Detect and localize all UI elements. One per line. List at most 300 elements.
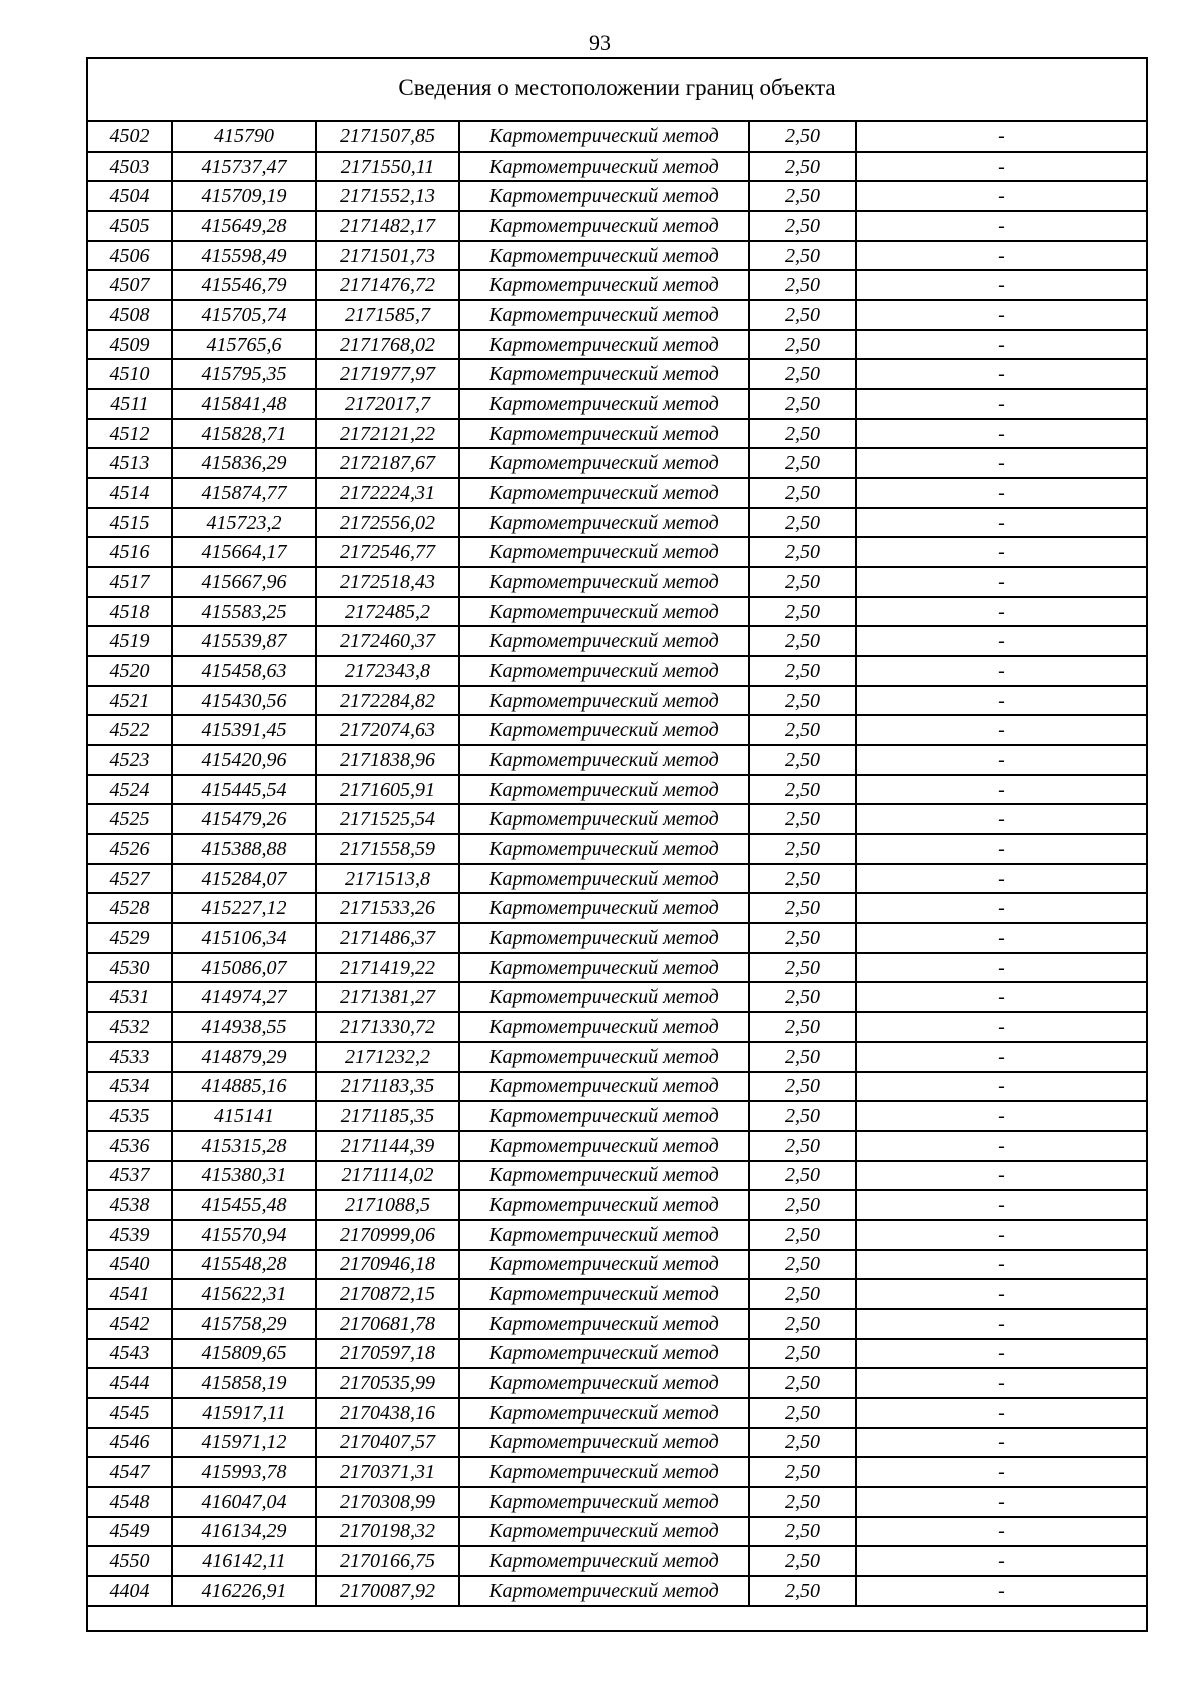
description-cell: - [856, 330, 1146, 360]
x-coordinate-cell: 415455,48 [172, 1190, 316, 1220]
x-coordinate-cell: 415315,28 [172, 1131, 316, 1161]
y-coordinate-cell: 2172074,63 [316, 715, 459, 745]
accuracy-cell: 2,50 [749, 834, 856, 864]
description-cell: - [856, 537, 1146, 567]
point-number-cell: 4502 [88, 122, 172, 152]
method-cell: Картометрический метод [459, 1042, 749, 1072]
table-row [88, 419, 1146, 449]
x-coordinate-cell: 415284,07 [172, 864, 316, 894]
x-coordinate-cell: 416226,91 [172, 1576, 316, 1606]
description-cell: - [856, 1309, 1146, 1339]
accuracy-cell: 2,50 [749, 1072, 856, 1102]
method-cell: Картометрический метод [459, 1398, 749, 1428]
point-number-cell: 4541 [88, 1279, 172, 1309]
description-cell: - [856, 715, 1146, 745]
accuracy-cell: 2,50 [749, 419, 856, 449]
description-cell: - [856, 389, 1146, 419]
x-coordinate-cell: 415836,29 [172, 448, 316, 478]
method-cell: Картометрический метод [459, 982, 749, 1012]
description-cell: - [856, 1368, 1146, 1398]
y-coordinate-cell: 2171486,37 [316, 923, 459, 953]
x-coordinate-cell: 415391,45 [172, 715, 316, 745]
y-coordinate-cell: 2171088,5 [316, 1190, 459, 1220]
accuracy-cell: 2,50 [749, 1398, 856, 1428]
method-cell: Картометрический метод [459, 241, 749, 271]
accuracy-cell: 2,50 [749, 1576, 856, 1606]
method-cell: Картометрический метод [459, 1012, 749, 1042]
point-number-cell: 4542 [88, 1309, 172, 1339]
method-cell: Картометрический метод [459, 419, 749, 449]
table-title: Сведения о местоположении границ объекта [88, 59, 1146, 122]
table-row [88, 1309, 1146, 1339]
point-number-cell: 4547 [88, 1457, 172, 1487]
accuracy-cell: 2,50 [749, 1517, 856, 1547]
table-row [88, 864, 1146, 894]
point-number-cell: 4543 [88, 1339, 172, 1369]
table-row [88, 626, 1146, 656]
x-coordinate-cell: 415809,65 [172, 1339, 316, 1369]
description-cell: - [856, 270, 1146, 300]
method-cell: Картометрический метод [459, 715, 749, 745]
accuracy-cell: 2,50 [749, 864, 856, 894]
y-coordinate-cell: 2170999,06 [316, 1220, 459, 1250]
y-coordinate-cell: 2172556,02 [316, 508, 459, 538]
description-cell: - [856, 686, 1146, 716]
y-coordinate-cell: 2172485,2 [316, 597, 459, 627]
point-number-cell: 4534 [88, 1072, 172, 1102]
accuracy-cell: 2,50 [749, 1220, 856, 1250]
x-coordinate-cell: 415841,48 [172, 389, 316, 419]
x-coordinate-cell: 416142,11 [172, 1546, 316, 1576]
point-number-cell: 4530 [88, 953, 172, 983]
table-row [88, 1161, 1146, 1191]
accuracy-cell: 2,50 [749, 715, 856, 745]
accuracy-cell: 2,50 [749, 1250, 856, 1280]
accuracy-cell: 2,50 [749, 1279, 856, 1309]
table-row [88, 1398, 1146, 1428]
y-coordinate-cell: 2171507,85 [316, 122, 459, 152]
y-coordinate-cell: 2171552,13 [316, 181, 459, 211]
point-number-cell: 4529 [88, 923, 172, 953]
description-cell: - [856, 152, 1146, 182]
y-coordinate-cell: 2170308,99 [316, 1487, 459, 1517]
point-number-cell: 4525 [88, 804, 172, 834]
accuracy-cell: 2,50 [749, 1309, 856, 1339]
y-coordinate-cell: 2171838,96 [316, 745, 459, 775]
method-cell: Картометрический метод [459, 923, 749, 953]
accuracy-cell: 2,50 [749, 923, 856, 953]
y-coordinate-cell: 2170535,99 [316, 1368, 459, 1398]
x-coordinate-cell: 415539,87 [172, 626, 316, 656]
x-coordinate-cell: 415828,71 [172, 419, 316, 449]
point-number-cell: 4515 [88, 508, 172, 538]
x-coordinate-cell: 415227,12 [172, 893, 316, 923]
accuracy-cell: 2,50 [749, 300, 856, 330]
table-row [88, 686, 1146, 716]
y-coordinate-cell: 2171558,59 [316, 834, 459, 864]
x-coordinate-cell: 415874,77 [172, 478, 316, 508]
accuracy-cell: 2,50 [749, 211, 856, 241]
table-row [88, 804, 1146, 834]
point-number-cell: 4538 [88, 1190, 172, 1220]
accuracy-cell: 2,50 [749, 241, 856, 271]
x-coordinate-cell: 415546,79 [172, 270, 316, 300]
table-row [88, 953, 1146, 983]
description-cell: - [856, 211, 1146, 241]
accuracy-cell: 2,50 [749, 804, 856, 834]
y-coordinate-cell: 2171550,11 [316, 152, 459, 182]
accuracy-cell: 2,50 [749, 1368, 856, 1398]
x-coordinate-cell: 415795,35 [172, 359, 316, 389]
x-coordinate-cell: 415086,07 [172, 953, 316, 983]
description-cell: - [856, 567, 1146, 597]
table-row [88, 508, 1146, 538]
y-coordinate-cell: 2172460,37 [316, 626, 459, 656]
method-cell: Картометрический метод [459, 656, 749, 686]
point-number-cell: 4531 [88, 982, 172, 1012]
description-cell: - [856, 1042, 1146, 1072]
x-coordinate-cell: 415993,78 [172, 1457, 316, 1487]
table-row [88, 1368, 1146, 1398]
description-cell: - [856, 953, 1146, 983]
description-cell: - [856, 1428, 1146, 1458]
accuracy-cell: 2,50 [749, 1161, 856, 1191]
x-coordinate-cell: 415765,6 [172, 330, 316, 360]
accuracy-cell: 2,50 [749, 686, 856, 716]
x-coordinate-cell: 415705,74 [172, 300, 316, 330]
point-number-cell: 4539 [88, 1220, 172, 1250]
y-coordinate-cell: 2172017,7 [316, 389, 459, 419]
x-coordinate-cell: 415380,31 [172, 1161, 316, 1191]
point-number-cell: 4505 [88, 211, 172, 241]
table-row [88, 567, 1146, 597]
description-cell: - [856, 448, 1146, 478]
x-coordinate-cell: 416047,04 [172, 1487, 316, 1517]
page-number: 93 [589, 30, 611, 55]
accuracy-cell: 2,50 [749, 1339, 856, 1369]
point-number-cell: 4536 [88, 1131, 172, 1161]
point-number-cell: 4537 [88, 1161, 172, 1191]
method-cell: Картометрический метод [459, 448, 749, 478]
accuracy-cell: 2,50 [749, 745, 856, 775]
x-coordinate-cell: 415106,34 [172, 923, 316, 953]
method-cell: Картометрический метод [459, 1546, 749, 1576]
boundary-table [86, 57, 1148, 1632]
table-row [88, 1546, 1146, 1576]
accuracy-cell: 2,50 [749, 389, 856, 419]
description-cell: - [856, 1190, 1146, 1220]
description-cell: - [856, 893, 1146, 923]
y-coordinate-cell: 2171476,72 [316, 270, 459, 300]
table-row [88, 300, 1146, 330]
x-coordinate-cell: 414974,27 [172, 982, 316, 1012]
table-row [88, 1190, 1146, 1220]
y-coordinate-cell: 2170681,78 [316, 1309, 459, 1339]
point-number-cell: 4520 [88, 656, 172, 686]
description-cell: - [856, 1546, 1146, 1576]
description-cell: - [856, 626, 1146, 656]
description-cell: - [856, 1012, 1146, 1042]
description-cell: - [856, 745, 1146, 775]
table-row [88, 330, 1146, 360]
method-cell: Картометрический метод [459, 122, 749, 152]
table-row [88, 389, 1146, 419]
method-cell: Картометрический метод [459, 270, 749, 300]
description-cell: - [856, 1072, 1146, 1102]
method-cell: Картометрический метод [459, 1368, 749, 1398]
table-row [88, 745, 1146, 775]
y-coordinate-cell: 2170166,75 [316, 1546, 459, 1576]
method-cell: Картометрический метод [459, 1428, 749, 1458]
method-cell: Картометрический метод [459, 1190, 749, 1220]
description-cell: - [856, 122, 1146, 152]
description-cell: - [856, 241, 1146, 271]
point-number-cell: 4517 [88, 567, 172, 597]
x-coordinate-cell: 415664,17 [172, 537, 316, 567]
point-number-cell: 4546 [88, 1428, 172, 1458]
method-cell: Картометрический метод [459, 834, 749, 864]
point-number-cell: 4535 [88, 1101, 172, 1131]
coordinates-table-body [88, 122, 1146, 1606]
x-coordinate-cell: 415971,12 [172, 1428, 316, 1458]
description-cell: - [856, 1457, 1146, 1487]
y-coordinate-cell: 2170946,18 [316, 1250, 459, 1280]
method-cell: Картометрический метод [459, 1279, 749, 1309]
x-coordinate-cell: 415790 [172, 122, 316, 152]
accuracy-cell: 2,50 [749, 1131, 856, 1161]
x-coordinate-cell: 415723,2 [172, 508, 316, 538]
method-cell: Картометрический метод [459, 1339, 749, 1369]
method-cell: Картометрический метод [459, 953, 749, 983]
table-row [88, 152, 1146, 182]
point-number-cell: 4550 [88, 1546, 172, 1576]
y-coordinate-cell: 2172121,22 [316, 419, 459, 449]
description-cell: - [856, 1220, 1146, 1250]
point-number-cell: 4521 [88, 686, 172, 716]
description-cell: - [856, 300, 1146, 330]
description-cell: - [856, 419, 1146, 449]
accuracy-cell: 2,50 [749, 982, 856, 1012]
accuracy-cell: 2,50 [749, 1190, 856, 1220]
method-cell: Картометрический метод [459, 864, 749, 894]
description-cell: - [856, 1339, 1146, 1369]
description-cell: - [856, 775, 1146, 805]
table-row [88, 181, 1146, 211]
method-cell: Картометрический метод [459, 181, 749, 211]
method-cell: Картометрический метод [459, 1517, 749, 1547]
point-number-cell: 4509 [88, 330, 172, 360]
x-coordinate-cell: 415709,19 [172, 181, 316, 211]
accuracy-cell: 2,50 [749, 1457, 856, 1487]
point-number-cell: 4518 [88, 597, 172, 627]
accuracy-cell: 2,50 [749, 775, 856, 805]
point-number-cell: 4404 [88, 1576, 172, 1606]
description-cell: - [856, 478, 1146, 508]
table-row [88, 1250, 1146, 1280]
point-number-cell: 4508 [88, 300, 172, 330]
method-cell: Картометрический метод [459, 478, 749, 508]
x-coordinate-cell: 415458,63 [172, 656, 316, 686]
x-coordinate-cell: 415479,26 [172, 804, 316, 834]
y-coordinate-cell: 2171768,02 [316, 330, 459, 360]
table-row [88, 1576, 1146, 1606]
y-coordinate-cell: 2171330,72 [316, 1012, 459, 1042]
description-cell: - [856, 1487, 1146, 1517]
description-cell: - [856, 1576, 1146, 1606]
x-coordinate-cell: 414938,55 [172, 1012, 316, 1042]
method-cell: Картометрический метод [459, 626, 749, 656]
y-coordinate-cell: 2171381,27 [316, 982, 459, 1012]
x-coordinate-cell: 415420,96 [172, 745, 316, 775]
y-coordinate-cell: 2170087,92 [316, 1576, 459, 1606]
method-cell: Картометрический метод [459, 686, 749, 716]
table-row [88, 597, 1146, 627]
table-row [88, 241, 1146, 271]
description-cell: - [856, 1517, 1146, 1547]
empty-footer-row [88, 1607, 1146, 1630]
accuracy-cell: 2,50 [749, 537, 856, 567]
table-row [88, 893, 1146, 923]
x-coordinate-cell: 415858,19 [172, 1368, 316, 1398]
point-number-cell: 4523 [88, 745, 172, 775]
method-cell: Картометрический метод [459, 300, 749, 330]
point-number-cell: 4528 [88, 893, 172, 923]
y-coordinate-cell: 2171525,54 [316, 804, 459, 834]
x-coordinate-cell: 415917,11 [172, 1398, 316, 1428]
x-coordinate-cell: 416134,29 [172, 1517, 316, 1547]
x-coordinate-cell: 414885,16 [172, 1072, 316, 1102]
point-number-cell: 4548 [88, 1487, 172, 1517]
description-cell: - [856, 982, 1146, 1012]
x-coordinate-cell: 415598,49 [172, 241, 316, 271]
point-number-cell: 4524 [88, 775, 172, 805]
table-row [88, 923, 1146, 953]
method-cell: Картометрический метод [459, 893, 749, 923]
description-cell: - [856, 1279, 1146, 1309]
table-row [88, 211, 1146, 241]
method-cell: Картометрический метод [459, 567, 749, 597]
accuracy-cell: 2,50 [749, 330, 856, 360]
description-cell: - [856, 1101, 1146, 1131]
y-coordinate-cell: 2170872,15 [316, 1279, 459, 1309]
description-cell: - [856, 1398, 1146, 1428]
table-row [88, 656, 1146, 686]
table-row [88, 1101, 1146, 1131]
y-coordinate-cell: 2172284,82 [316, 686, 459, 716]
method-cell: Картометрический метод [459, 508, 749, 538]
point-number-cell: 4513 [88, 448, 172, 478]
point-number-cell: 4506 [88, 241, 172, 271]
y-coordinate-cell: 2172546,77 [316, 537, 459, 567]
x-coordinate-cell: 415758,29 [172, 1309, 316, 1339]
accuracy-cell: 2,50 [749, 122, 856, 152]
accuracy-cell: 2,50 [749, 1012, 856, 1042]
y-coordinate-cell: 2171185,35 [316, 1101, 459, 1131]
point-number-cell: 4540 [88, 1250, 172, 1280]
x-coordinate-cell: 415548,28 [172, 1250, 316, 1280]
accuracy-cell: 2,50 [749, 626, 856, 656]
point-number-cell: 4533 [88, 1042, 172, 1072]
y-coordinate-cell: 2172343,8 [316, 656, 459, 686]
accuracy-cell: 2,50 [749, 1428, 856, 1458]
description-cell: - [856, 359, 1146, 389]
x-coordinate-cell: 415583,25 [172, 597, 316, 627]
y-coordinate-cell: 2171513,8 [316, 864, 459, 894]
method-cell: Картометрический метод [459, 537, 749, 567]
method-cell: Картометрический метод [459, 1250, 749, 1280]
x-coordinate-cell: 415445,54 [172, 775, 316, 805]
method-cell: Картометрический метод [459, 745, 749, 775]
description-cell: - [856, 597, 1146, 627]
description-cell: - [856, 656, 1146, 686]
table-row [88, 1339, 1146, 1369]
method-cell: Картометрический метод [459, 152, 749, 182]
table-row [88, 1457, 1146, 1487]
x-coordinate-cell: 415430,56 [172, 686, 316, 716]
table-row [88, 122, 1146, 152]
method-cell: Картометрический метод [459, 804, 749, 834]
method-cell: Картометрический метод [459, 775, 749, 805]
table-row [88, 775, 1146, 805]
accuracy-cell: 2,50 [749, 597, 856, 627]
table-row [88, 478, 1146, 508]
description-cell: - [856, 1131, 1146, 1161]
table-row [88, 715, 1146, 745]
accuracy-cell: 2,50 [749, 1101, 856, 1131]
y-coordinate-cell: 2171605,91 [316, 775, 459, 805]
y-coordinate-cell: 2171533,26 [316, 893, 459, 923]
description-cell: - [856, 1161, 1146, 1191]
table-row [88, 1042, 1146, 1072]
point-number-cell: 4519 [88, 626, 172, 656]
x-coordinate-cell: 414879,29 [172, 1042, 316, 1072]
point-number-cell: 4527 [88, 864, 172, 894]
description-cell: - [856, 1250, 1146, 1280]
point-number-cell: 4507 [88, 270, 172, 300]
y-coordinate-cell: 2170371,31 [316, 1457, 459, 1487]
method-cell: Картометрический метод [459, 359, 749, 389]
x-coordinate-cell: 415649,28 [172, 211, 316, 241]
description-cell: - [856, 508, 1146, 538]
y-coordinate-cell: 2170407,57 [316, 1428, 459, 1458]
table-row [88, 1072, 1146, 1102]
table-row [88, 834, 1146, 864]
point-number-cell: 4503 [88, 152, 172, 182]
table-row [88, 1131, 1146, 1161]
table-row [88, 1517, 1146, 1547]
y-coordinate-cell: 2170438,16 [316, 1398, 459, 1428]
point-number-cell: 4511 [88, 389, 172, 419]
y-coordinate-cell: 2170597,18 [316, 1339, 459, 1369]
y-coordinate-cell: 2171501,73 [316, 241, 459, 271]
x-coordinate-cell: 415388,88 [172, 834, 316, 864]
y-coordinate-cell: 2172518,43 [316, 567, 459, 597]
point-number-cell: 4544 [88, 1368, 172, 1398]
point-number-cell: 4526 [88, 834, 172, 864]
y-coordinate-cell: 2172187,67 [316, 448, 459, 478]
accuracy-cell: 2,50 [749, 567, 856, 597]
accuracy-cell: 2,50 [749, 893, 856, 923]
y-coordinate-cell: 2171585,7 [316, 300, 459, 330]
accuracy-cell: 2,50 [749, 478, 856, 508]
y-coordinate-cell: 2171183,35 [316, 1072, 459, 1102]
y-coordinate-cell: 2172224,31 [316, 478, 459, 508]
y-coordinate-cell: 2171232,2 [316, 1042, 459, 1072]
y-coordinate-cell: 2171114,02 [316, 1161, 459, 1191]
description-cell: - [856, 804, 1146, 834]
method-cell: Картометрический метод [459, 1072, 749, 1102]
point-number-cell: 4549 [88, 1517, 172, 1547]
